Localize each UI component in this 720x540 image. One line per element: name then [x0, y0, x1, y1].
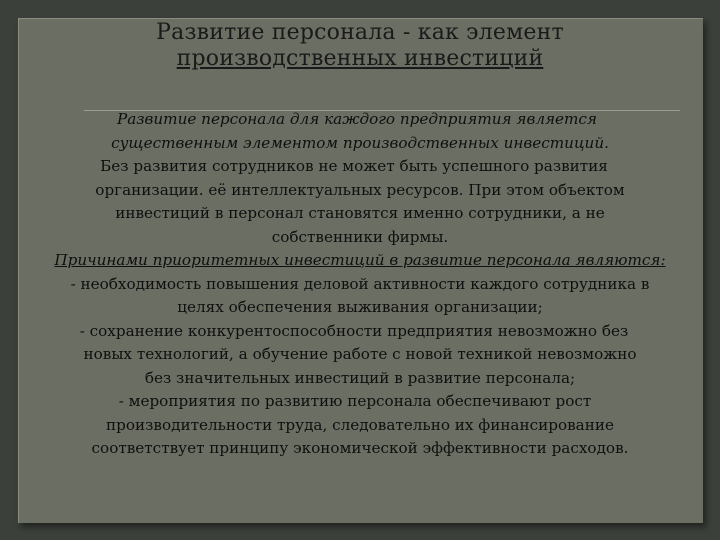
body-line-4: собственники фирмы.: [271, 227, 449, 246]
reason-2-line-1: - сохранение конкурентоспособности предприятия невозможно без: [79, 321, 629, 340]
reason-3-line-3: соответствует принципу экономической эффективности расходов.: [91, 439, 629, 457]
reasons-heading: Причинами приоритетных инвестиций в развитие персонала являются:: [54, 251, 666, 269]
body-line-2: организации. её интеллектуальных ресурсов. При этом объектом: [95, 180, 625, 199]
slide-title: [0, 20, 720, 72]
slide-body: [20, 108, 700, 461]
reason-3-line-1: - мероприятия по развитию персонала обеспечивают рост: [118, 392, 592, 410]
reason-2-line-2: новых технологий, а обучение работе с новой техникой невозможно: [83, 345, 637, 363]
reason-2-line-3: без значительных инвестиций в развитие персонала;: [144, 368, 576, 387]
intro-italic-line-2: существенным элементом производственных инвестиций.: [111, 133, 609, 152]
body-line-3: инвестиций в персонал становятся именно сотрудники, а не: [115, 204, 605, 222]
reason-1-line-1: - необходимость повышения деловой активности каждого сотрудника в: [70, 274, 650, 293]
title-line-1: Развитие персонала - как элемент: [156, 20, 564, 45]
intro-italic-line-1: Развитие персонала для каждого предприятия является: [116, 110, 597, 128]
body-line-1: Без развития сотрудников не может быть успешного развития: [100, 157, 608, 175]
reason-1-line-2: целях обеспечения выживания организации;: [177, 298, 543, 316]
title-line-2: производственных инвестиций: [176, 46, 544, 71]
reason-3-line-2: производительности труда, следовательно их финансирование: [106, 415, 614, 434]
